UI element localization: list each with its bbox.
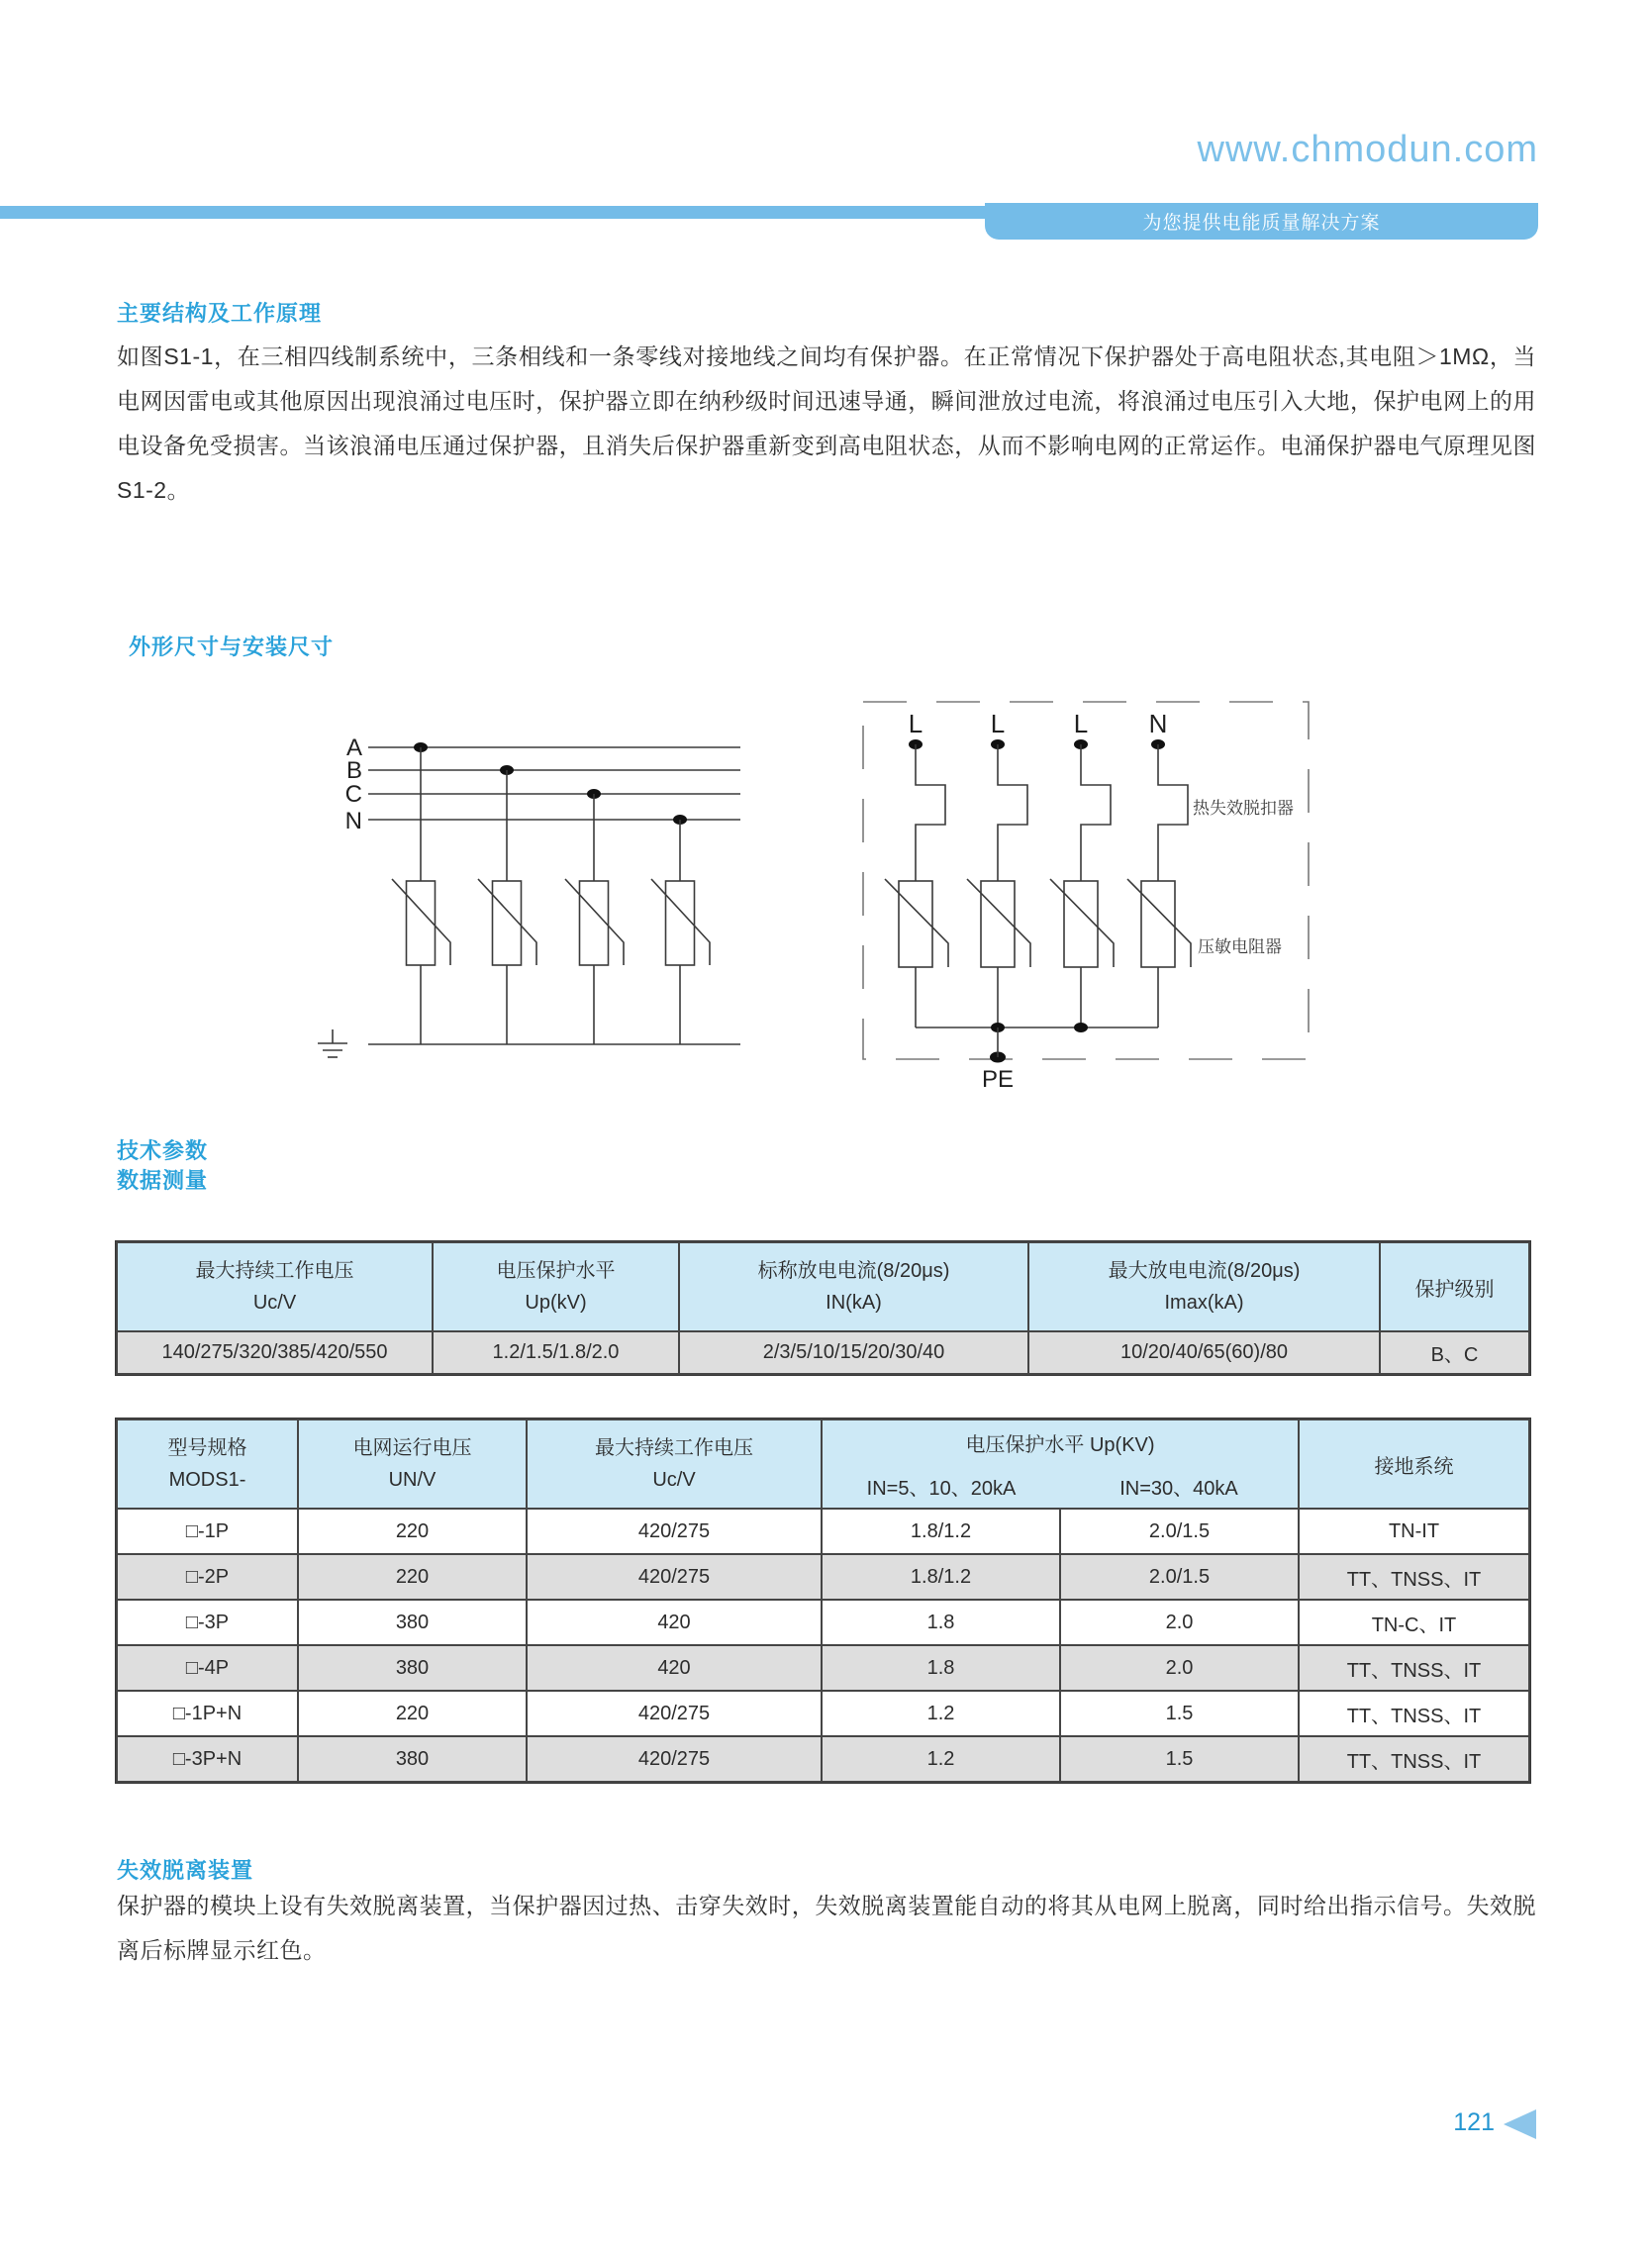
section-title-disconnect: 失效脱离装置 bbox=[117, 1858, 254, 1883]
phase-c-label: C bbox=[344, 781, 362, 808]
phase-b-label: B bbox=[345, 757, 362, 784]
t2-header-up-group: 电压保护水平 Up(KV) bbox=[822, 1419, 1299, 1464]
circuit-diagrams bbox=[238, 683, 1346, 1109]
t2-subheader-in5: IN=5、10、20kA bbox=[822, 1464, 1060, 1509]
circuit-diagram-s1-1 bbox=[318, 734, 740, 1057]
circuit-diagram-s1-2 bbox=[863, 702, 1309, 1093]
t2-header-uc: 最大持续工作电压 Uc/V bbox=[527, 1419, 822, 1509]
t1-header-imax: 最大放电电流(8/20μs) Imax(kA) bbox=[1028, 1242, 1380, 1331]
model-specs-table bbox=[116, 1418, 1530, 1783]
thermal-disconnector-icon bbox=[916, 744, 1188, 881]
section-subtitle-data: 数据测量 bbox=[117, 1168, 209, 1193]
table-row: □-3P+N 380 420/275 1.2 1.5 TT、TNSS、IT bbox=[117, 1736, 1529, 1782]
t1-header-up: 电压保护水平 Up(kV) bbox=[433, 1242, 679, 1331]
principle-paragraph: 如图S1-1，在三相四线制系统中，三条相线和一条零线对接地线之间均有保护器。在正常情况下保护器处于高电阻状态,其电阻＞1MΩ，当电网因雷电或其他原因出现浪涌过电压时，保护器立即在纳秒级时间迅速导通，瞬间泄放过电流，将浪涌过电压引入大地，保护电网上的用电设备免受损害。当该浪涌电压通过保护器，且消失后保护器重新变到高电阻状态，从而不影响电网的正常运作。电涌保护器电气原理见图S1-2。 bbox=[117, 343, 1536, 503]
table-row bbox=[117, 1331, 1529, 1374]
terminal-n-label: N bbox=[1148, 709, 1168, 738]
page-corner-triangle-icon bbox=[1504, 2109, 1536, 2139]
table-row: □-3P 380 420 1.8 2.0 TN-C、IT bbox=[117, 1600, 1529, 1645]
pe-bus-dots bbox=[990, 1023, 1088, 1063]
page-number: 121 bbox=[1453, 2108, 1495, 2136]
section-title-tech: 技术参数 bbox=[117, 1138, 209, 1163]
t1-header-in: 标称放电电流(8/20μs) IN(kA) bbox=[679, 1242, 1028, 1331]
t1-cell-imax: 10/20/40/65(60)/80 bbox=[1028, 1331, 1380, 1374]
t1-cell-in: 2/3/5/10/15/20/30/40 bbox=[679, 1331, 1028, 1374]
terminal-l1-label: L bbox=[908, 709, 923, 738]
earth-ground-icon bbox=[318, 1029, 347, 1057]
t1-header-class: 保护级别 bbox=[1380, 1242, 1529, 1331]
junction-dots bbox=[414, 742, 687, 825]
t2-header-model: 型号规格 MODS1- bbox=[117, 1419, 298, 1509]
electrical-ratings-table bbox=[116, 1241, 1530, 1375]
table-row: □-2P 220 420/275 1.8/1.2 2.0/1.5 TT、TNSS、IT bbox=[117, 1554, 1529, 1600]
phase-n-label: N bbox=[344, 808, 362, 834]
header-slogan-badge bbox=[985, 203, 1538, 240]
varistor-icon bbox=[392, 879, 710, 965]
t2-header-un: 电网运行电压 UN/V bbox=[298, 1419, 527, 1509]
table-row: □-1P+N 220 420/275 1.2 1.5 TT、TNSS、IT bbox=[117, 1691, 1529, 1736]
section-title-principle: 主要结构及工作原理 bbox=[117, 301, 323, 326]
header-rule bbox=[0, 206, 995, 219]
table-row: □-1P 220 420/275 1.8/1.2 2.0/1.5 TN-IT bbox=[117, 1509, 1529, 1554]
t1-cell-uc: 140/275/320/385/420/550 bbox=[117, 1331, 433, 1374]
pe-label: PE bbox=[981, 1066, 1015, 1093]
t1-header-uc: 最大持续工作电压 Uc/V bbox=[117, 1242, 433, 1331]
section-title-dimensions: 外形尺寸与安装尺寸 bbox=[129, 635, 335, 659]
t1-cell-up: 1.2/1.5/1.8/2.0 bbox=[433, 1331, 679, 1374]
disconnect-paragraph: 保护器的模块上设有失效脱离装置，当保护器因过热、击穿失效时，失效脱离装置能自动的将其从电网上脱离，同时给出指示信号。失效脱离后标牌显示红色。 bbox=[117, 1893, 1536, 1963]
t2-subheader-in30: IN=30、40kA bbox=[1060, 1464, 1299, 1509]
varistor-label: 压敏电阻器 bbox=[1198, 937, 1282, 956]
terminal-l3-label: L bbox=[1073, 709, 1089, 738]
table-row: □-4P 380 420 1.8 2.0 TT、TNSS、IT bbox=[117, 1645, 1529, 1691]
varistor-icon bbox=[885, 879, 1191, 967]
phase-a-label: A bbox=[345, 734, 362, 761]
thermal-disconnector-label: 热失效脱扣器 bbox=[1193, 799, 1294, 818]
t1-cell-class: B、C bbox=[1380, 1331, 1529, 1374]
t2-header-earthing: 接地系统 bbox=[1299, 1419, 1529, 1509]
header-slogan-text: 为您提供电能质量解决方案 bbox=[1142, 213, 1381, 234]
terminal-dots bbox=[909, 739, 1165, 749]
terminal-l2-label: L bbox=[990, 709, 1006, 738]
website-url: www.chmodun.com bbox=[1197, 129, 1538, 170]
